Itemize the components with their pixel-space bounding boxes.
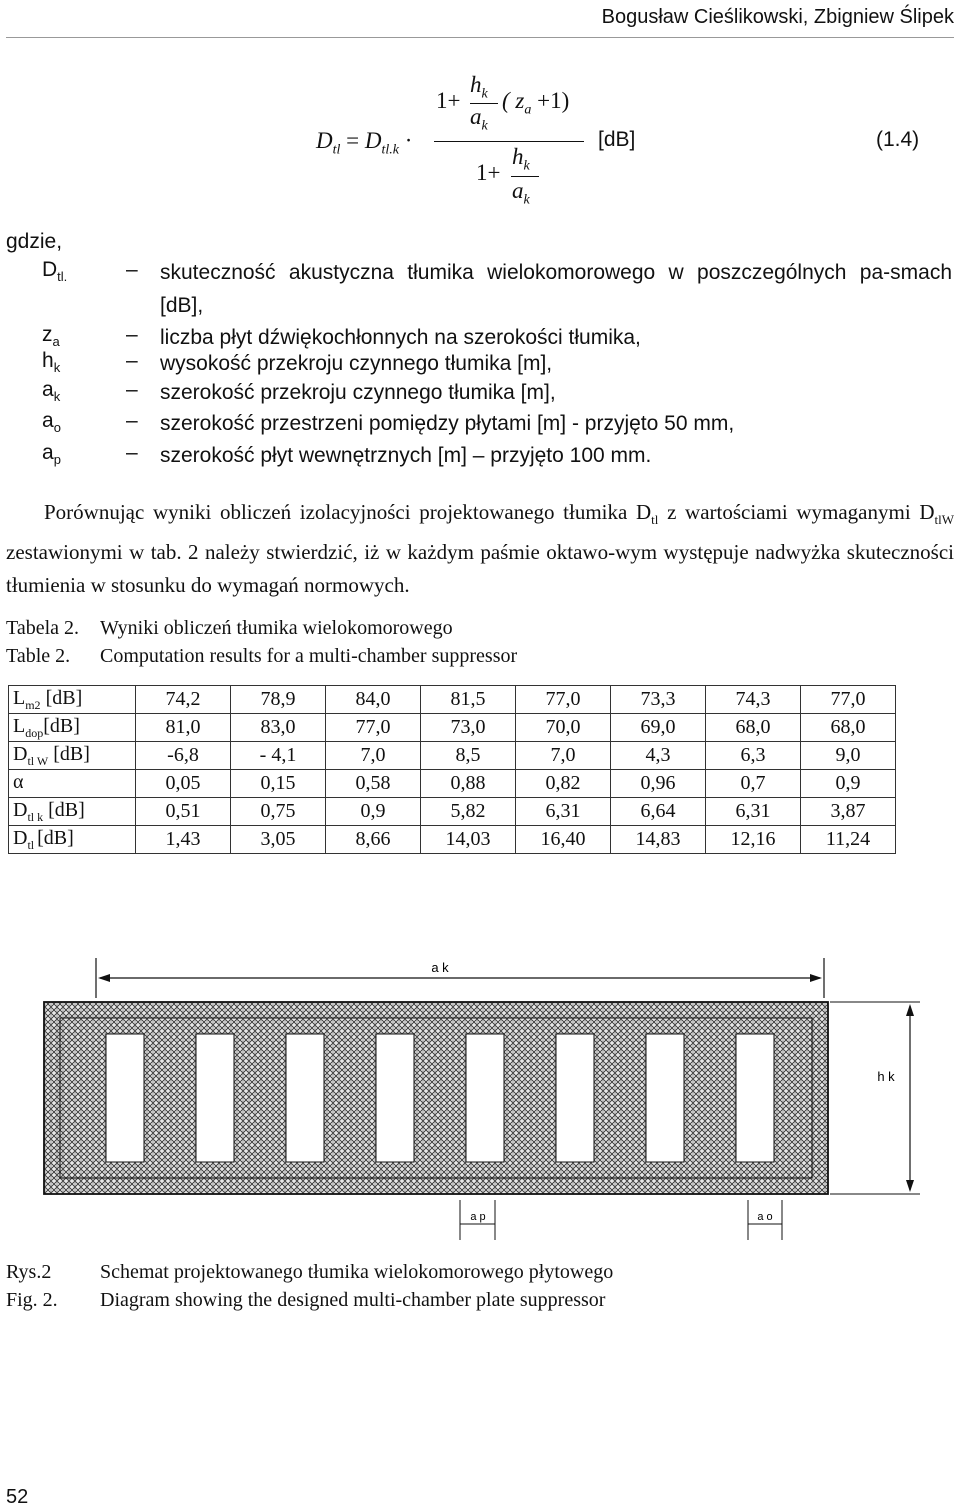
arrow-right-icon <box>810 974 822 982</box>
definition-text: skuteczność akustyczna tłumika wielokomorowego w poszczególnych pa-smach [dB], <box>160 261 952 317</box>
equation-number: (1.4) <box>876 128 920 151</box>
table-row <box>9 826 896 854</box>
suppressor-diagram <box>0 950 960 1250</box>
table-row <box>9 798 896 826</box>
table-cell: 0,9 <box>801 770 896 798</box>
table-cell: - 4,1 <box>231 742 326 770</box>
figure-caption-pl-text: Schemat projektowanego tłumika wielokomorowego płytowego <box>100 1261 614 1283</box>
definition-symbol: $a_o$ <box>42 409 61 436</box>
table-cell: 6,64 <box>611 798 706 826</box>
table-cell: 83,0 <box>231 714 326 742</box>
body-paragraph: Porównując wyniki obliczeń izolacyjności projektowanego tłumika $D_{tl}$ z wartościami wymaganymi $D_{tlW}$ zestawionymi w tab. 2 należy stwierdzić, iż w każdym paśmie oktawo-wym występuje nadwyżka skuteczności tłumienia w stosunku do wymagań normowych. <box>6 500 954 598</box>
table-caption-en-text: Computation results for a multi-chamber suppressor <box>100 645 518 667</box>
table-cell: 68,0 <box>706 714 801 742</box>
air-gap-chamber <box>556 1034 594 1162</box>
table-cell: 0,58 <box>326 770 421 798</box>
table-cell: 4,3 <box>611 742 706 770</box>
table-cell: 8,5 <box>421 742 516 770</box>
definition-symbol: $a_p$ <box>42 441 61 468</box>
table-cell: 0,96 <box>611 770 706 798</box>
air-gap-chamber <box>376 1034 414 1162</box>
table-cell: 12,16 <box>706 826 801 854</box>
equation-denominator-small-line <box>511 176 539 177</box>
definition-symbol: $D_{tl.}$ <box>42 258 68 285</box>
table-cell: -6,8 <box>136 742 231 770</box>
table-cell: 0,9 <box>326 798 421 826</box>
equation-unit: [dB] <box>598 128 636 151</box>
table-cell: 0,82 <box>516 770 611 798</box>
table-row <box>9 770 896 798</box>
table-cell: 68,0 <box>801 714 896 742</box>
table-cell: 78,9 <box>231 686 326 714</box>
definition-dash: – <box>126 258 138 281</box>
air-gap-chamber <box>286 1034 324 1162</box>
definition-text: liczba płyt dźwiękochłonnych na szerokości tłumika, <box>160 326 641 349</box>
equation-denominator-a: $a_k$ <box>512 178 530 208</box>
definition-text: wysokość przekroju czynnego tłumika [m], <box>160 352 553 375</box>
table-cell: 7,0 <box>516 742 611 770</box>
definition-text: szerokość przekroju czynnego tłumika [m], <box>160 381 556 404</box>
equation-numerator-h: $h_k$ <box>470 72 488 102</box>
figure-caption-pl-label: Rys.2 <box>6 1261 52 1283</box>
table-row <box>9 686 896 714</box>
table-row <box>9 742 896 770</box>
table-cell: 69,0 <box>611 714 706 742</box>
label-height: h k <box>877 1069 895 1084</box>
arrow-up-icon <box>906 1004 914 1016</box>
table-cell: 9,0 <box>801 742 896 770</box>
table-cell: 0,75 <box>231 798 326 826</box>
air-gap-chamber <box>106 1034 144 1162</box>
table-cell: 70,0 <box>516 714 611 742</box>
label-width: a k <box>431 960 449 975</box>
table-row <box>9 714 896 742</box>
table-cell: 5,82 <box>421 798 516 826</box>
row-label: $D_{tl k}$ [dB] <box>9 798 136 826</box>
suppressor-inner-frame <box>60 1018 812 1178</box>
air-gap-chamber <box>736 1034 774 1162</box>
equation-numerator-oneplus: 1+ <box>436 88 461 113</box>
table-cell: 0,05 <box>136 770 231 798</box>
table-cell: 0,15 <box>231 770 326 798</box>
table-caption-en-label: Table 2. <box>6 645 71 667</box>
definition-dash: – <box>126 378 138 401</box>
table-cell: 3,05 <box>231 826 326 854</box>
table-cell: 77,0 <box>801 686 896 714</box>
table-cell: 6,31 <box>706 798 801 826</box>
definition-dash: – <box>126 441 138 464</box>
equation-lhs: $D_{tl} = D_{tl.k}$ · <box>316 128 413 158</box>
equation-denominator-h: $h_k$ <box>512 144 530 174</box>
table-cell: 84,0 <box>326 686 421 714</box>
air-gap-chamber <box>196 1034 234 1162</box>
table-cell: 81,5 <box>421 686 516 714</box>
table-cell: 7,0 <box>326 742 421 770</box>
table-cell: 11,24 <box>801 826 896 854</box>
equation-numerator-paren: ( $z_a +1$) <box>502 88 570 118</box>
table-cell: 0,7 <box>706 770 801 798</box>
table-cell: 77,0 <box>516 686 611 714</box>
table-cell: 73,0 <box>421 714 516 742</box>
table-cell: 3,87 <box>801 798 896 826</box>
table-cell: 0,88 <box>421 770 516 798</box>
table-cell: 77,0 <box>326 714 421 742</box>
definition-dash: – <box>126 409 138 432</box>
row-label: $L_{m2}$ [dB] <box>9 686 136 714</box>
table-cell: 81,0 <box>136 714 231 742</box>
equation-denominator-oneplus: 1+ <box>476 160 501 185</box>
table-cell: 8,66 <box>326 826 421 854</box>
figure-caption-en-label: Fig. 2. <box>6 1289 58 1311</box>
equation-numerator-a: $a_k$ <box>470 104 488 134</box>
label-gap: a o <box>757 1211 773 1223</box>
table-cell: 74,3 <box>706 686 801 714</box>
equation-main-fraction-line <box>434 141 584 142</box>
table-cell: 74,2 <box>136 686 231 714</box>
table-cell: 0,51 <box>136 798 231 826</box>
arrow-left-icon <box>98 974 110 982</box>
label-plate: a p <box>470 1211 486 1223</box>
row-label: $L_{dop}[dB]$ <box>9 714 136 742</box>
definition-symbol: $a_k$ <box>42 378 61 405</box>
row-label: $D_{tl W}$ [dB] <box>9 742 136 770</box>
definition-symbol: $z_a$ <box>42 323 60 350</box>
table-cell: 14,03 <box>421 826 516 854</box>
header-divider <box>6 37 954 38</box>
page-number: 52 <box>6 1486 29 1508</box>
definition-symbol: $h_k$ <box>42 349 61 376</box>
table-caption-pl-text: Wyniki obliczeń tłumika wielokomorowego <box>100 617 453 639</box>
table-cell: 6,3 <box>706 742 801 770</box>
arrow-down-icon <box>906 1180 914 1192</box>
definition-text: szerokość przestrzeni pomiędzy płytami [m] - przyjęto 50 mm, <box>160 412 735 435</box>
table-cell: 16,40 <box>516 826 611 854</box>
air-gap-chamber <box>646 1034 684 1162</box>
air-gap-chamber <box>466 1034 504 1162</box>
table-caption-pl-label: Tabela 2. <box>6 617 80 639</box>
definition-text: szerokość płyt wewnętrznych [m] – przyjęto 100 mm. <box>160 444 652 467</box>
results-table-body <box>9 686 896 854</box>
table-cell: 14,83 <box>611 826 706 854</box>
figure-caption-en-text: Diagram showing the designed multi-chamber plate suppressor <box>100 1289 606 1311</box>
row-label: $D_{tl}$ [dB] <box>9 826 136 854</box>
table-cell: 6,31 <box>516 798 611 826</box>
row-label: α <box>9 770 136 798</box>
definition-dash: – <box>126 323 138 346</box>
definition-dash: – <box>126 349 138 372</box>
definitions-intro: gdzie, <box>6 230 63 253</box>
table-cell: 73,3 <box>611 686 706 714</box>
results-table <box>8 685 896 854</box>
table-cell: 1,43 <box>136 826 231 854</box>
running-header-authors: Bogusław Cieślikowski, Zbigniew Ślipek <box>601 6 954 28</box>
